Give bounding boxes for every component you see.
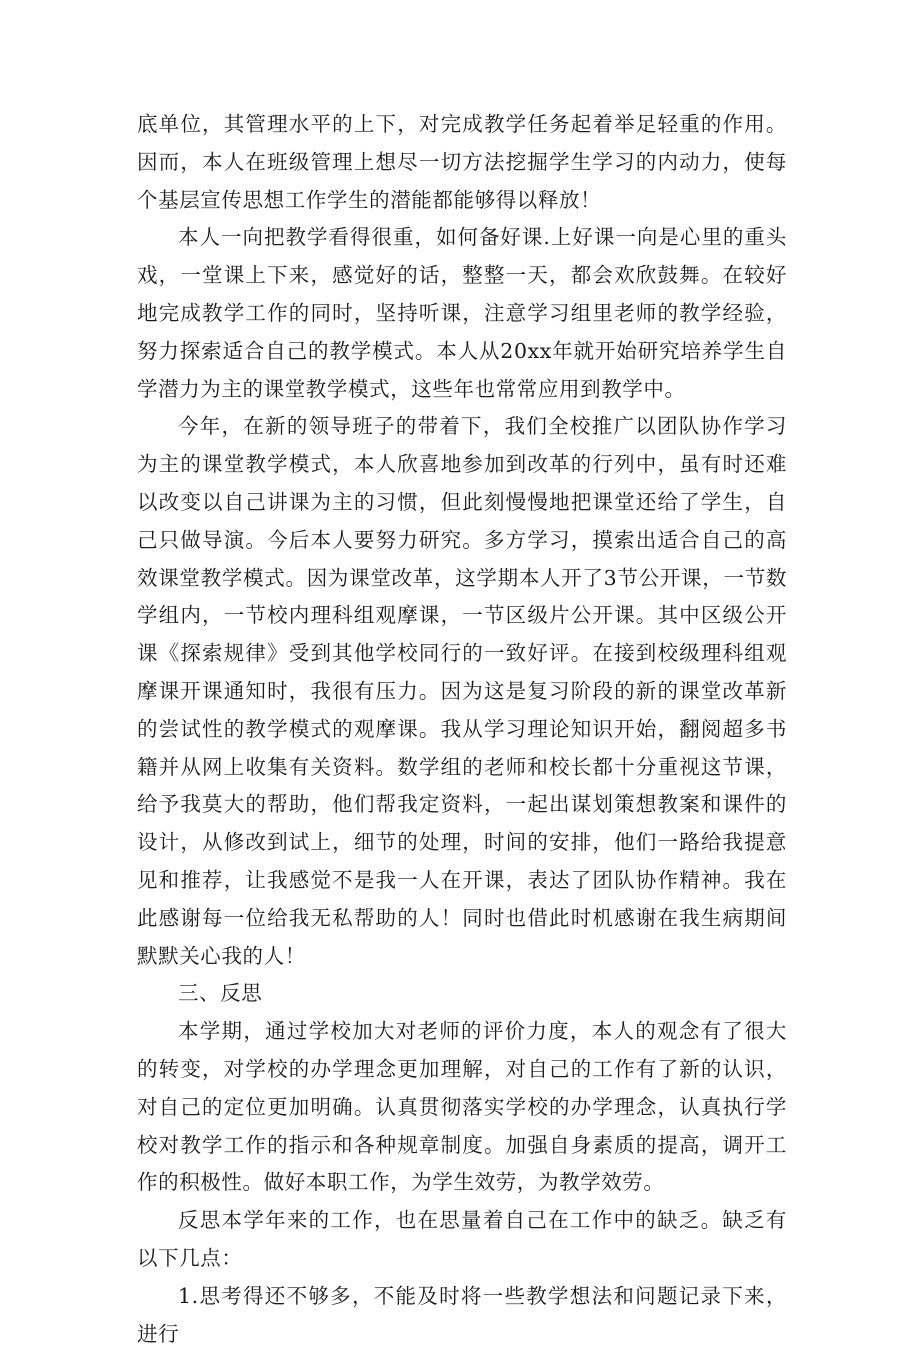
- paragraph-3: 今年，在新的领导班子的带着下，我们全校推广以团队协作学习为主的课堂教学模式，本人欣喜地参加到改革的行列中，虽有时还难以改变以自己讲课为主的习惯，但此刻慢慢地把课堂还给了学生，自己只做导演。今后本人要努力研究。多方学习，摸索出适合自己的高效课堂教学模式。因为课堂改革，这学期本人开了3节公开课，一节数学组内，一节校内理科组观摩课，一节区级片公开课。其中区级公开课《探索规律》受到其他学校同行的一致好评。在接到校级理科组观摩课开课通知时，我很有压力。因为这是复习阶段的新的课堂改革新的尝试性的教学模式的观摩课。我从学习理论知识开始，翻阅超多书籍并从网上收集有关资料。数学组的老师和校长都十分重视这节课，给予我莫大的帮助，他们帮我定资料，一起出谋划策想教案和课件的设计，从修改到试上，细节的处理，时间的安排，他们一路给我提意见和推荐，让我感觉不是我一人在开课，表达了团队协作精神。我在此感谢每一位给我无私帮助的人！同时也借此时机感谢在我生病期间默默关心我的人！: [137, 414, 787, 968]
- document-body: [137, 106, 787, 1353]
- paragraph-5: 反思本学年来的工作，也在思量着自己在工作中的缺乏。缺乏有以下几点：: [137, 1208, 787, 1270]
- list-item-1: 1.思考得还不够多，不能及时将一些教学想法和问题记录下来，进行: [137, 1283, 787, 1346]
- paragraph-2: 本人一向把教学看得很重，如何备好课.上好课一向是心里的重头戏，一堂课上下来，感觉好的话，整整一天，都会欢欣鼓舞。在较好地完成教学工作的同时，坚持听课，注意学习组里老师的教学经验，努力探索适合自己的教学模式。本人从20xx年就开始研究培养学生自学潜力为主的课堂教学模式，这些年也常常应用到教学中。: [137, 225, 787, 401]
- paragraph-4: 本学期，通过学校加大对老师的评价力度，本人的观念有了很大的转变，对学校的办学理念更加理解，对自己的工作有了新的认识，对自己的定位更加明确。认真贯彻落实学校的办学理念，认真执行学校对教学工作的指示和各种规章制度。加强自身素质的提高，调开工作的积极性。做好本职工作，为学生效劳，为教学效劳。: [137, 1019, 787, 1195]
- paragraph-1: 底单位，其管理水平的上下，对完成教学任务起着举足轻重的作用。因而，本人在班级管理上想尽一切方法挖掘学生学习的内动力，使每个基层宣传思想工作学生的潜能都能够得以释放！: [137, 112, 787, 212]
- section-heading-reflection: 三、反思: [178, 981, 263, 1006]
